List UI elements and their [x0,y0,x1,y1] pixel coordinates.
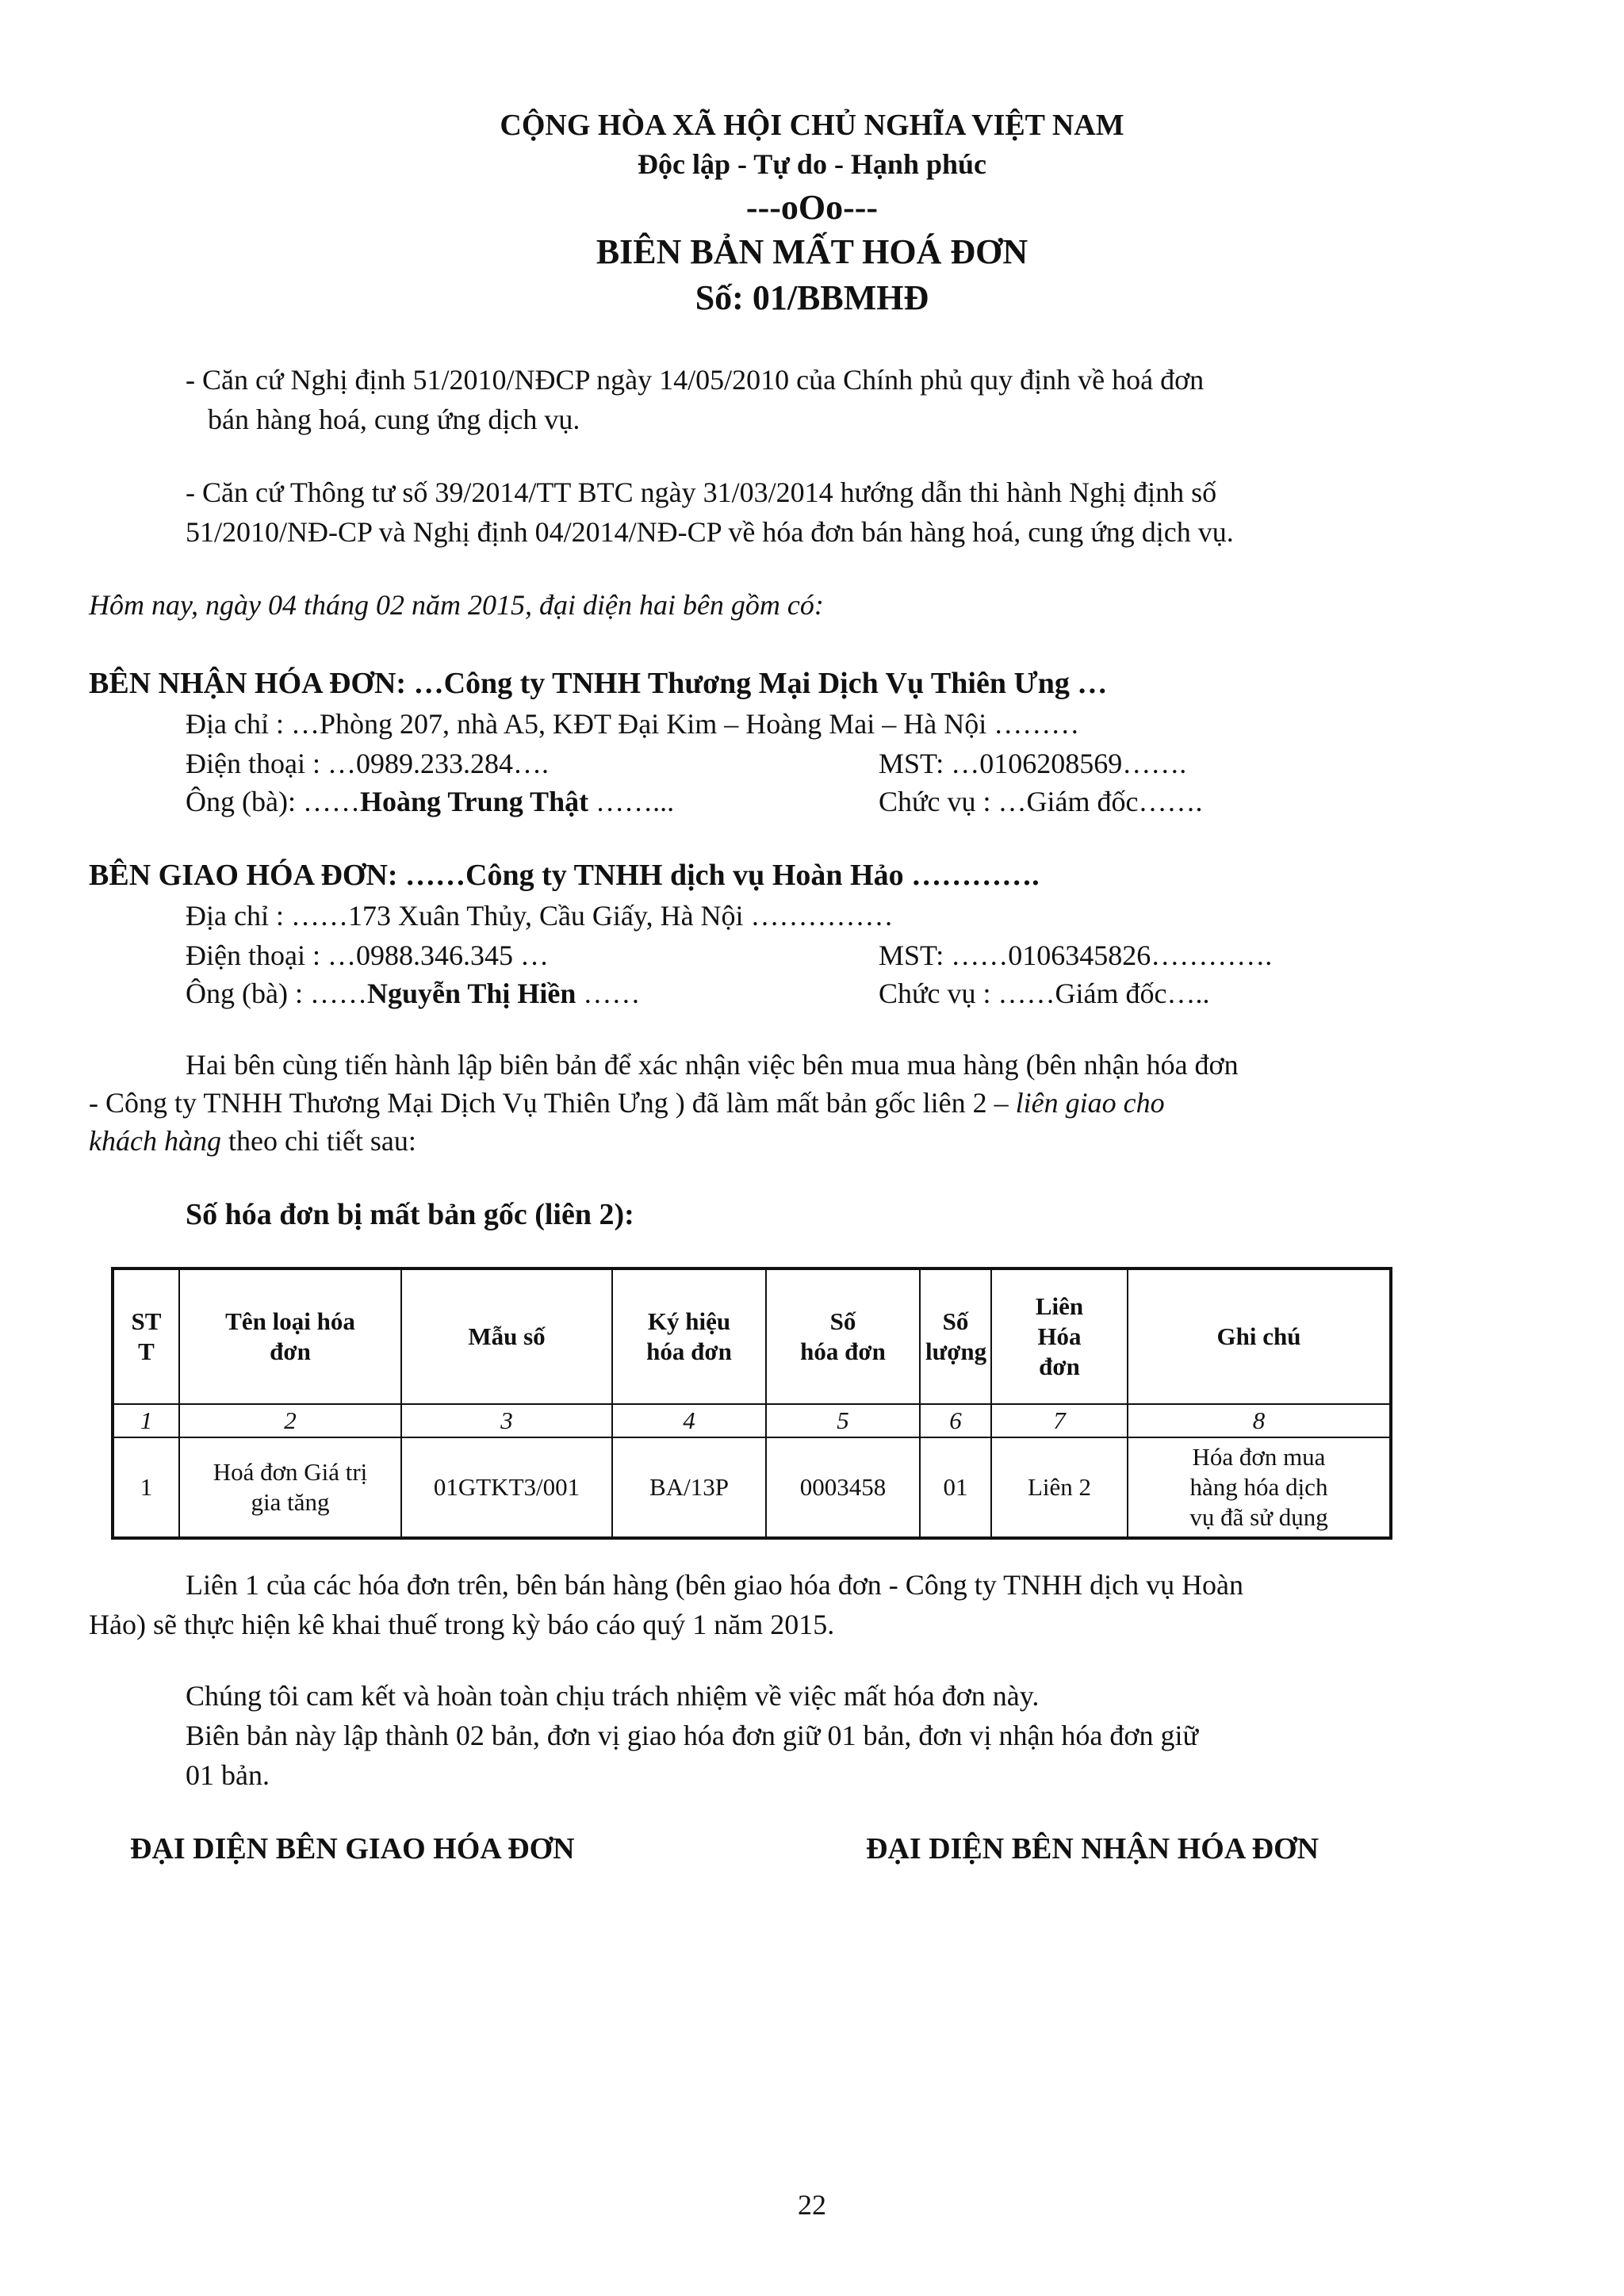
giver-company: : ……Công ty TNHH dịch vụ Hoàn Hảo …………. [387,859,1040,892]
receiver-person-prefix: Ông (bà): …… [186,786,360,817]
table-title: Số hóa đơn bị mất bản gốc (liên 2): [186,1198,634,1231]
receiver-phone: Điện thoại : …0989.233.284…. [186,748,549,779]
cell-invoice-type: Hoá đơn Giá trị gia tăng [179,1437,401,1538]
statement-line-3 [89,1124,416,1158]
national-motto: Độc lập - Tự do - Hạnh phúc [637,148,987,180]
basis-item-1-line-1: - Căn cứ Nghị định 51/2010/NĐCP ngày 14/05/2010 của Chính phủ quy định về hoá đơn [186,364,1205,396]
header-invoice-type: Tên loại hóa đơn [179,1269,401,1404]
giver-label: BÊN GIAO HÓA ĐƠN [89,859,388,892]
closing-line-5: 01 bản. [186,1759,270,1791]
column-number: 8 [1128,1404,1391,1437]
giver-person-prefix: Ông (bà) : …… [186,978,367,1009]
giver-representative [186,977,640,1010]
closing-line-1: Liên 1 của các hóa đơn trên, bên bán hàng (bên giao hóa đơn - Công ty TNHH dịch vụ Hoàn [186,1569,1244,1601]
cell-stt: 1 [113,1437,179,1538]
statement-line-2 [89,1086,1165,1119]
receiver-person-name: Hoàng Trung Thật [359,786,589,817]
closing-line-3: Chúng tôi cam kết và hoàn toàn chịu trách nhiệm về việc mất hóa đơn này. [186,1680,1040,1712]
receiver-heading [89,666,1107,701]
cell-invoice-symbol: BA/13P [612,1437,766,1538]
header-stt: ST T [113,1269,179,1404]
receiver-representative [186,785,674,818]
statement-line-3-text: theo chi tiết sau: [220,1125,416,1157]
column-number: 2 [179,1404,401,1437]
column-number: 5 [766,1404,920,1437]
document-title: BIÊN BẢN MẤT HOÁ ĐƠN [596,232,1028,271]
table-header-row [113,1269,1391,1404]
column-number: 1 [113,1404,179,1437]
basis-item-2-line-2: 51/2010/NĐ-CP và Nghị định 04/2014/NĐ-CP về hóa đơn bán hàng hoá, cung ứng dịch vụ. [186,516,1234,548]
column-number: 6 [920,1404,991,1437]
closing-line-2: Hảo) sẽ thực hiện kê khai thuế trong kỳ báo cáo quý 1 năm 2015. [89,1609,835,1640]
lost-invoice-table [111,1267,1392,1540]
basis-item-2-line-1: - Căn cứ Thông tư số 39/2014/TT BTC ngày 31/03/2014 hướng dẫn thi hành Nghị định số [186,476,1217,508]
cell-quantity: 01 [920,1437,991,1538]
header-note: Ghi chú [1128,1269,1391,1404]
statement-line-3-italic: khách hàng [89,1125,221,1157]
receiver-address: Địa chỉ : …Phòng 207, nhà A5, KĐT Đại Kim – Hoàng Mai – Hà Nội ……… [186,708,1080,740]
header-quantity: Số lượng [920,1269,991,1404]
statement-line-2-text: - Công ty TNHH Thương Mại Dịch Vụ Thiên Ưng ) đã làm mất bản gốc liên 2 – [89,1087,1016,1119]
giver-heading [89,858,1040,893]
cell-invoice-copy: Liên 2 [991,1437,1128,1538]
giver-tax-code: MST: ……0106345826…………. [879,939,1273,971]
statement-line-1: Hai bên cùng tiến hành lập biên bản để xác nhận việc bên mua mua hàng (bên nhận hóa đơn [186,1049,1239,1081]
header-form-number: Mẫu số [401,1269,612,1404]
table-column-number-row [113,1404,1391,1437]
closing-line-4: Biên bản này lập thành 02 bản, đơn vị giao hóa đơn giữ 01 bản, đơn vị nhận hóa đơn giữ [186,1720,1198,1751]
receiver-company: : …Công ty TNHH Thương Mại Dịch Vụ Thiên Ưng … [396,667,1108,700]
cell-note: Hóa đơn mua hàng hóa dịch vụ đã sử dụng [1128,1437,1391,1538]
signature-giver: ĐẠI DIỆN BÊN GIAO HÓA ĐƠN [130,1832,575,1866]
page-number: 22 [798,2189,826,2221]
receiver-tax-code: MST: …0106208569……. [879,748,1187,779]
country-name: CỘNG HÒA XÃ HỘI CHỦ NGHĨA VIỆT NAM [500,109,1124,142]
column-number: 4 [612,1404,766,1437]
basis-item-1-line-2: bán hàng hoá, cung ứng dịch vụ. [208,404,580,435]
receiver-position: Chức vụ : …Giám đốc……. [879,786,1203,817]
header-invoice-symbol: Ký hiệu hóa đơn [612,1269,766,1404]
statement-line-2-italic: liên giao cho [1015,1087,1165,1119]
giver-person-name: Nguyễn Thị Hiền [366,978,576,1009]
signature-receiver: ĐẠI DIỆN BÊN NHẬN HÓA ĐƠN [866,1832,1320,1866]
giver-phone: Điện thoại : …0988.346.345 … [186,939,549,971]
cell-form-number: 01GTKT3/001 [401,1437,612,1538]
giver-position: Chức vụ : ……Giám đốc….. [879,978,1210,1009]
header-invoice-number: Số hóa đơn [766,1269,920,1404]
giver-address: Địa chỉ : ……173 Xuân Thủy, Cầu Giấy, Hà Nội …………… [186,900,894,932]
column-number: 7 [991,1404,1128,1437]
ornament: ---oOo--- [745,188,879,227]
header-invoice-copy: Liên Hóa đơn [991,1269,1128,1404]
giver-person-suffix: …… [576,978,641,1009]
column-number: 3 [401,1404,612,1437]
receiver-person-suffix: ……... [588,786,675,817]
intro-line: Hôm nay, ngày 04 tháng 02 năm 2015, đại diện hai bên gồm có: [89,589,824,621]
cell-invoice-number: 0003458 [766,1437,920,1538]
table-row [113,1437,1391,1538]
document-number: Số: 01/BBMHĐ [695,278,929,317]
receiver-label: BÊN NHẬN HÓA ĐƠN [89,667,396,700]
